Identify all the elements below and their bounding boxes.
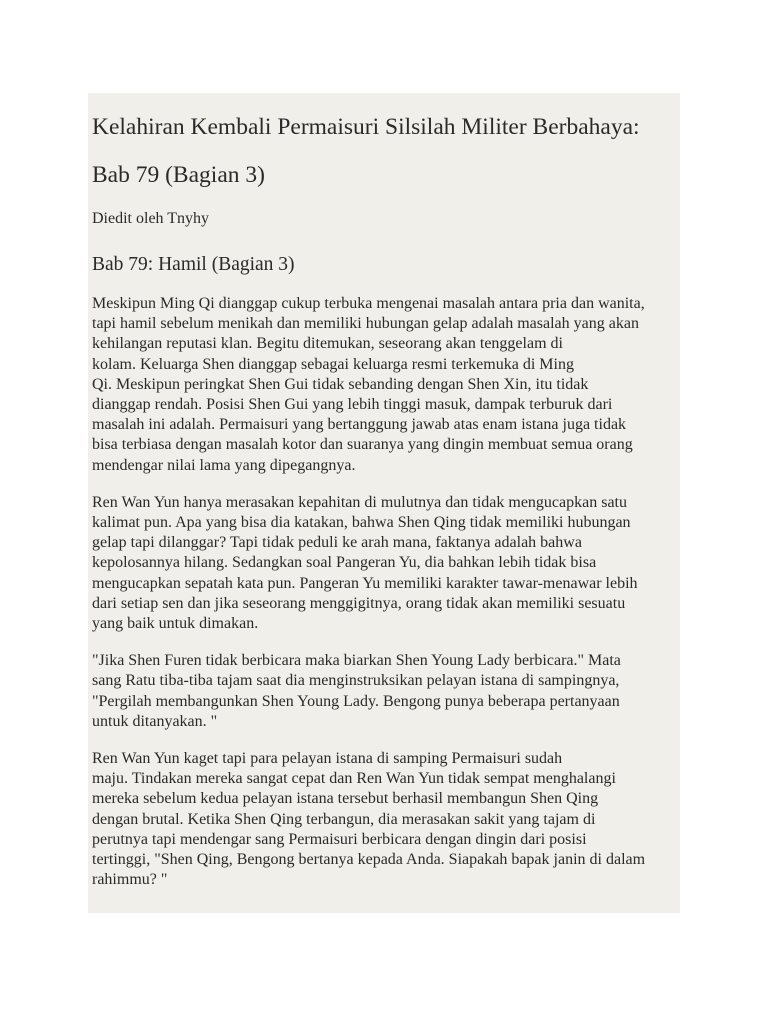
paragraph-line: masalah ini adalah. Permaisuri yang bertanggung jawab atas enam istana juga tidak <box>92 416 627 434</box>
editor-credit: Diedit oleh Tnyhy <box>92 210 210 227</box>
paragraph-line: Qi. Meskipun peringkat Shen Gui tidak sebanding dengan Shen Xin, itu tidak <box>92 375 589 393</box>
paragraph-line: tapi hamil sebelum menikah dan memiliki hubungan gelap adalah masalah yang akan <box>92 315 639 333</box>
paragraph-line: kalimat pun. Apa yang bisa dia katakan, bahwa Shen Qing tidak memiliki hubungan <box>92 514 631 532</box>
paragraph-line: perutnya tapi mendengar sang Permaisuri berbicara dengan dingin dari posisi <box>92 830 587 848</box>
paragraph-line: kolam. Keluarga Shen dianggap sebagai keluarga resmi terkemuka di Ming <box>92 355 574 373</box>
paragraph-line: Meskipun Ming Qi dianggap cukup terbuka mengenai masalah antara pria dan wanita, <box>92 295 645 312</box>
paragraph-line: mereka sebelum kedua pelayan istana tersebut berhasil membangun Shen Qing <box>92 790 599 808</box>
paragraph-line: tertinggi, "Shen Qing, Bengong bertanya kepada Anda. Siapakah bapak janin di dalam <box>92 851 646 869</box>
paragraph-line: sang Ratu tiba-tiba tajam saat dia menginstruksikan pelayan istana di sampingnya, <box>92 672 620 690</box>
paragraph-line: mendengar nilai lama yang dipegangnya. <box>92 456 356 474</box>
paragraph-line: "Pergilah membangunkan Shen Young Lady. Bengong punya beberapa pertanyaan <box>92 692 620 710</box>
paragraph-4 <box>92 749 682 890</box>
paragraph-line: bisa terbiasa dengan masalah kotor dan suaranya yang dingin membuat semua orang <box>92 436 633 454</box>
paragraph-line: untuk ditanyakan. " <box>92 712 218 730</box>
paragraph-line: Ren Wan Yun hanya merasakan kepahitan di mulutnya dan tidak mengucapkan satu <box>92 493 627 511</box>
paragraph-line: kehilangan reputasi klan. Begitu ditemukan, seseorang akan tenggelam di <box>92 335 563 353</box>
paragraph-1 <box>92 294 682 476</box>
chapter-heading: Bab 79: Hamil (Bagian 3) <box>92 254 295 275</box>
document-page <box>88 93 680 913</box>
paragraph-line: maju. Tindakan mereka sangat cepat dan Ren Wan Yun tidak sempat menghalangi <box>92 770 616 788</box>
document-subtitle: Bab 79 (Bagian 3) <box>92 162 265 188</box>
paragraph-line: yang baik untuk dimakan. <box>92 615 259 633</box>
paragraph-line: rahimmu? " <box>92 871 168 889</box>
paragraph-2 <box>92 493 682 634</box>
paragraph-line: dengan brutal. Ketika Shen Qing terbangun, dia merasakan sakit yang tajam di <box>92 810 596 828</box>
paragraph-3 <box>92 651 682 732</box>
paragraph-line: gelap tapi dilanggar? Tapi tidak peduli ke arah mana, faktanya adalah bahwa <box>92 534 582 552</box>
document-title: Kelahiran Kembali Permaisuri Silsilah Militer Berbahaya: <box>92 114 640 140</box>
paragraph-line: dianggap rendah. Posisi Shen Gui yang lebih tinggi masuk, dampak terburuk dari <box>92 396 613 414</box>
paragraph-line: mengucapkan sepatah kata pun. Pangeran Yu memiliki karakter tawar-menawar lebih <box>92 574 638 592</box>
paragraph-line: Ren Wan Yun kaget tapi para pelayan istana di samping Permaisuri sudah <box>92 750 563 768</box>
paragraph-line: "Jika Shen Furen tidak berbicara maka biarkan Shen Young Lady berbicara." Mata <box>92 652 621 670</box>
paragraph-line: kepolosannya hilang. Sedangkan soal Pangeran Yu, dia bahkan lebih tidak bisa <box>92 554 597 572</box>
paragraph-line: dari setiap sen dan jika seseorang menggigitnya, orang tidak akan memiliki sesuatu <box>92 594 626 612</box>
